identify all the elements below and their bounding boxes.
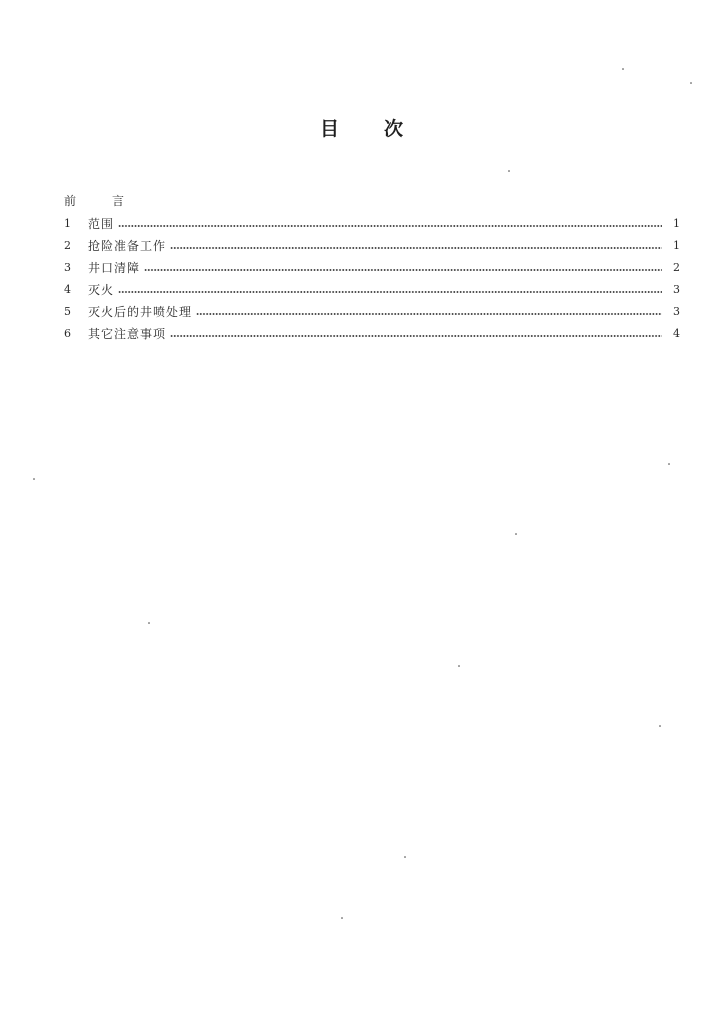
dot-leader	[170, 335, 662, 337]
preface-char-2: 言	[112, 194, 125, 208]
dot-leader	[118, 291, 662, 293]
toc-entry-page: 3	[673, 305, 680, 318]
toc-entry-5[interactable]	[64, 297, 680, 319]
toc-entry-number: 6	[64, 327, 71, 340]
toc-entry-6[interactable]	[64, 319, 680, 341]
scan-speck	[690, 82, 692, 84]
toc-entry-page: 1	[673, 239, 680, 252]
preface-char-1: 前	[64, 194, 77, 208]
toc-entry-page: 4	[673, 327, 680, 340]
toc-entry-1[interactable]	[64, 209, 680, 231]
toc-entry-label: 抢险准备工作	[88, 239, 167, 253]
scan-speck	[515, 533, 517, 535]
toc-entry-number: 4	[64, 283, 71, 296]
toc-entry-page: 2	[673, 261, 680, 274]
dot-leader	[196, 313, 662, 315]
toc-entry-number: 3	[64, 261, 71, 274]
title-char-2: 次	[384, 118, 405, 140]
title-char-1: 目	[319, 118, 340, 140]
scan-speck	[341, 917, 343, 919]
toc-entry-3[interactable]	[64, 253, 680, 275]
dot-leader	[170, 247, 662, 249]
table-of-contents	[64, 189, 680, 341]
toc-entry-2[interactable]	[64, 231, 680, 253]
scan-speck	[622, 68, 624, 70]
scan-speck	[659, 725, 661, 727]
toc-entry-page: 3	[673, 283, 680, 296]
scan-speck	[668, 463, 670, 465]
dot-leader	[144, 269, 662, 271]
page-title	[0, 114, 724, 141]
toc-entry-label: 其它注意事项	[88, 327, 167, 341]
toc-entry-label: 灭火后的井喷处理	[88, 305, 193, 319]
toc-entry-number: 2	[64, 239, 71, 252]
toc-entry-label: 井口清障	[88, 261, 141, 275]
toc-preface[interactable]	[64, 189, 680, 209]
scan-speck	[33, 478, 35, 480]
dot-leader	[118, 225, 662, 227]
toc-entry-label: 灭火	[88, 283, 115, 297]
toc-entry-number: 5	[64, 305, 71, 318]
toc-entry-4[interactable]	[64, 275, 680, 297]
toc-entry-number: 1	[64, 217, 71, 230]
scan-speck	[148, 622, 150, 624]
scan-speck	[404, 856, 406, 858]
toc-entry-page: 1	[673, 217, 680, 230]
toc-entry-label: 范围	[88, 217, 115, 231]
scan-speck	[508, 170, 510, 172]
scan-speck	[458, 665, 460, 667]
